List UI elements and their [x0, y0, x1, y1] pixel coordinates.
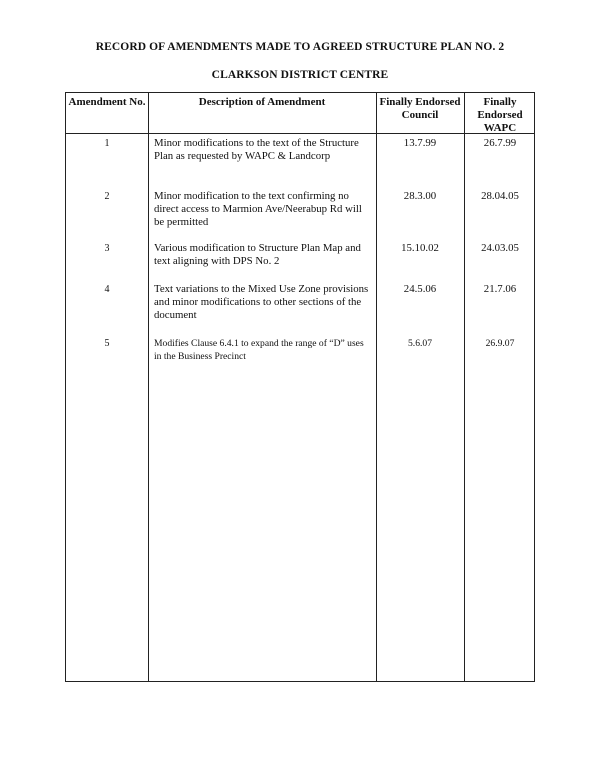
- amendment-description: Modifies Clause 6.4.1 to expand the range of “D” uses in the Business Precinct: [154, 338, 364, 362]
- document-title: RECORD OF AMENDMENTS MADE TO AGREED STRUCTURE PLAN NO. 2: [95, 41, 505, 53]
- header-description: Description of Amendment: [198, 96, 326, 108]
- document-subtitle: CLARKSON DISTRICT CENTRE: [211, 69, 389, 81]
- amendment-description: Text variations to the Mixed Use Zone provisions and minor modifications to other sections of the document: [154, 283, 369, 321]
- wapc-date: 26.7.99: [483, 137, 517, 149]
- amendment-number: 3: [104, 243, 110, 254]
- amendments-table: [65, 92, 535, 682]
- council-date: 13.7.99: [403, 137, 437, 149]
- wapc-date: 28.04.05: [481, 190, 519, 202]
- amendment-number: 1: [104, 138, 110, 149]
- council-date: 24.5.06: [403, 283, 437, 295]
- amendment-description: Minor modification to the text confirming no direct access to Marmion Ave/Neerabup Rd will be permitted: [154, 190, 362, 228]
- header-endorsed-council: Finally Endorsed Council: [379, 96, 461, 121]
- column-divider: [376, 93, 377, 681]
- amendment-number: 4: [104, 284, 110, 295]
- amendment-description: Minor modifications to the text of the Structure Plan as requested by WAPC & Landcorp: [154, 137, 359, 162]
- column-divider: [464, 93, 465, 681]
- header-amendment-no: Amendment No.: [68, 96, 146, 108]
- amendment-number: 5: [104, 338, 110, 349]
- council-date: 28.3.00: [403, 190, 437, 202]
- amendment-number: 2: [104, 191, 110, 202]
- column-divider: [148, 93, 149, 681]
- wapc-date: 26.9.07: [485, 338, 515, 349]
- council-date: 15.10.02: [401, 242, 439, 254]
- council-date: 5.6.07: [408, 338, 432, 349]
- amendment-description: Various modification to Structure Plan Map and text aligning with DPS No. 2: [154, 242, 361, 267]
- wapc-date: 24.03.05: [481, 242, 519, 254]
- header-endorsed-wapc: Finally Endorsed WAPC: [477, 96, 523, 134]
- wapc-date: 21.7.06: [483, 283, 517, 295]
